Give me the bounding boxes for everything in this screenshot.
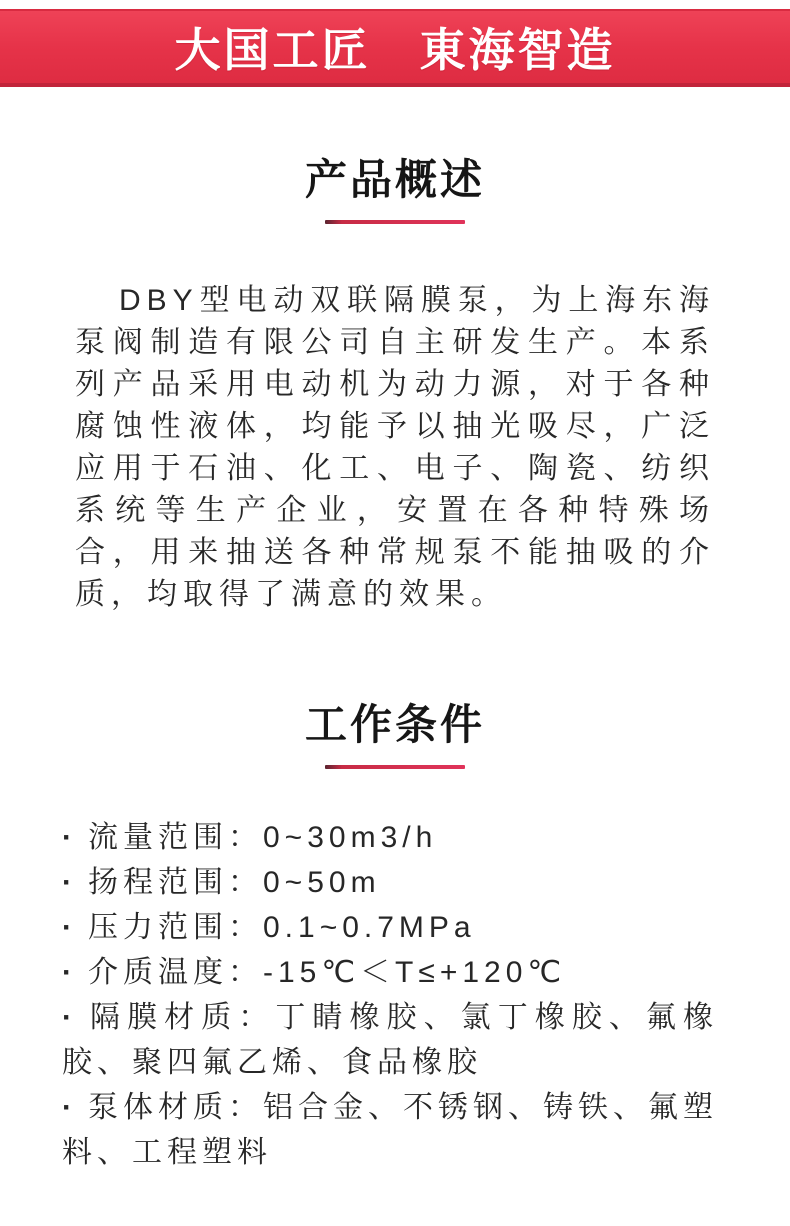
conditions-list — [62, 815, 718, 1175]
condition-item-text: 扬程范围：0~50m — [88, 866, 381, 899]
bullet-dot: · — [62, 1091, 77, 1124]
condition-item-text: 泵体材质：铝合金、不锈钢、铸铁、氟塑料、工程塑料 — [62, 1091, 718, 1169]
condition-item-text: 压力范围：0.1~0.7MPa — [88, 911, 476, 944]
banner-title: 大国工匠 東海智造 — [174, 24, 616, 76]
condition-item-diaphragm-material — [62, 995, 718, 1085]
condition-item-text: 隔膜材质：丁睛橡胶、氯丁橡胶、氟橡胶、聚四氟乙烯、食品橡胶 — [62, 1001, 718, 1079]
condition-item-head-range — [62, 860, 718, 905]
overview-title-underline — [325, 220, 465, 224]
bullet-dot: · — [62, 911, 77, 944]
condition-item-flow-range — [62, 815, 718, 860]
bullet-dot: · — [62, 821, 77, 854]
bullet-dot: · — [62, 866, 77, 899]
section-working-conditions — [0, 700, 790, 1175]
condition-item-pump-body-material — [62, 1085, 718, 1175]
bullet-dot: · — [62, 956, 77, 989]
overview-section-title: 产品概述 — [304, 156, 485, 203]
conditions-title-underline — [325, 765, 465, 769]
section-product-overview — [0, 155, 790, 616]
bullet-dot: · — [62, 1001, 77, 1034]
brand-banner — [0, 9, 790, 87]
condition-item-text: 流量范围：0~30m3/h — [88, 821, 438, 854]
condition-item-medium-temperature — [62, 950, 718, 995]
condition-item-pressure-range — [62, 905, 718, 950]
condition-item-text: 介质温度：-15℃＜T≤+120℃ — [88, 956, 567, 989]
conditions-section-title: 工作条件 — [304, 701, 485, 748]
overview-paragraph: DBY型电动双联隔膜泵，为上海东海泵阀制造有限公司自主研发生产。本系列产品采用电动机为动力源，对于各种腐蚀性液体，均能予以抽光吸尽，广泛应用于石油、化工、电子、陶瓷、纺织系统等生产企业，安置在各种特殊场合，用来抽送各种常规泵不能抽吸的介质，均取得了满意的效果。 — [75, 284, 715, 611]
